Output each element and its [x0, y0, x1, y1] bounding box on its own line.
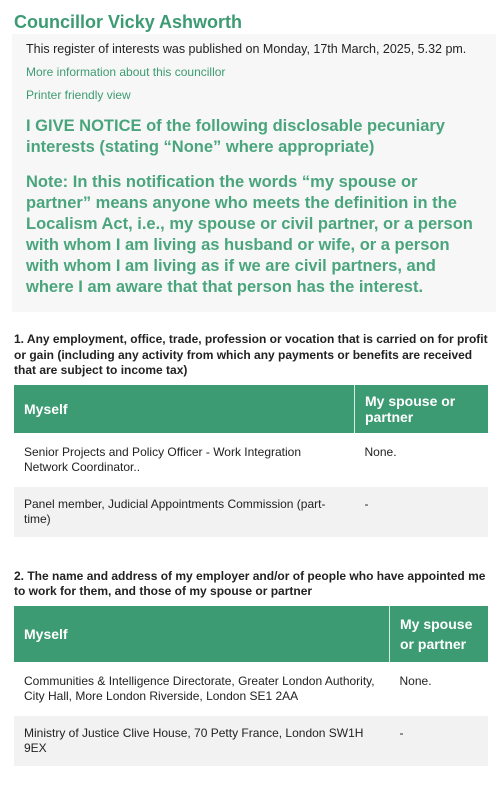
notice-heading: I GIVE NOTICE of the following disclosable pecuniary interests (stating “None” where appropriate) [26, 117, 445, 156]
section-employer [14, 569, 488, 766]
section-question: 1. Any employment, office, trade, profession or vocation that is carried on for profit or gain (including any activity from which any payments or benefits are received that are subject to income tax) [14, 332, 488, 377]
cell-myself: Senior Projects and Policy Officer - Work Integration Network Coordinator.. [24, 444, 302, 474]
table-header-row [14, 385, 488, 433]
header-myself: Myself [14, 606, 390, 662]
section-employment [14, 332, 488, 537]
info-panel [12, 34, 496, 312]
cell-myself: Communities & Intelligence Directorate, Greater London Authority, City Hall, More London Riverside, London SE1 2AA [24, 673, 375, 703]
header-myself: Myself [14, 385, 355, 433]
cell-myself: Ministry of Justice Clive House, 70 Petty France, London SW1H 9EX [14, 716, 390, 766]
note-text: Note: In this notification the words “my spouse or partner” means anyone who meets the definition in the Localism Act, i.e., my spouse or civil partner, or a person with whom I am living as husband or wife, or a person with whom I am living as if we are civil partners, and where I am aware that that person has the interest. [26, 173, 473, 296]
table-row [14, 433, 488, 487]
section-question: 2. The name and address of my employer and/or of people who have appointed me to work for them, and those of my spouse or partner [14, 568, 486, 598]
page-title: Councillor Vicky Ashworth [14, 12, 243, 32]
cell-spouse: - [390, 716, 489, 766]
cell-myself: Panel member, Judicial Appointments Commission (part-time) [14, 487, 355, 537]
table-row [14, 662, 488, 716]
printer-friendly-link[interactable]: Printer friendly view [26, 88, 131, 102]
cell-spouse: None. [364, 444, 397, 459]
table-row [14, 716, 488, 766]
cell-spouse: - [355, 487, 489, 537]
table-header-row [14, 606, 488, 662]
header-spouse: My spouse or partner [390, 606, 489, 662]
header-spouse: My spouse or partner [355, 385, 489, 433]
cell-spouse: None. [399, 673, 432, 688]
more-info-link[interactable]: More information about this councillor [26, 65, 226, 79]
interests-table [14, 385, 488, 537]
table-row [14, 487, 488, 537]
interests-table [14, 606, 488, 766]
published-text: This register of interests was published on Monday, 17th March, 2025, 5.32 pm. [26, 42, 467, 56]
